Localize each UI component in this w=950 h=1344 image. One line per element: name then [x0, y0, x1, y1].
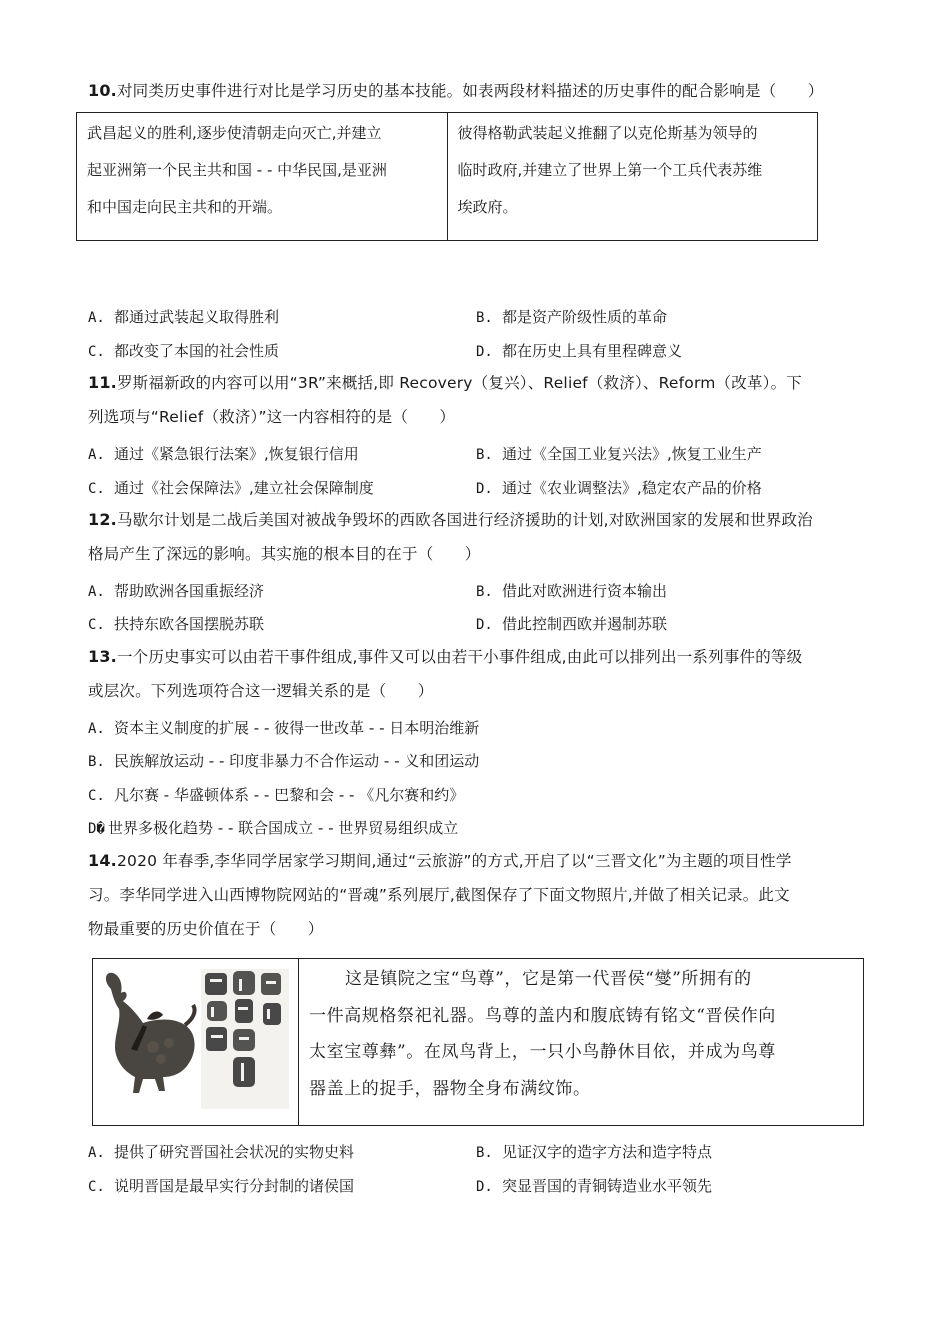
question-10-stem — [88, 74, 868, 108]
description-line: 这是镇院之宝“鸟尊”，它是第一代晋侯“燮”所拥有的 — [345, 969, 752, 989]
option-b[interactable] — [88, 750, 479, 771]
option-letter: D. — [476, 481, 493, 497]
question-text: 马歇尔计划是二战后美国对被战争毁坏的西欧各国进行经济援助的计划,对欧洲国家的发展和世界政治 — [116, 511, 813, 529]
option-d[interactable] — [476, 340, 682, 361]
option-text: 凡尔赛 - 华盛顿体系 - - 巴黎和会 - - 《凡尔赛和约》 — [114, 786, 465, 804]
question-11-stem — [88, 366, 868, 434]
material-line: 彼得格勒武装起义推翻了以克伦斯基为领导的 — [457, 124, 758, 142]
option-letter: D. — [476, 1179, 493, 1195]
material-line: 临时政府,并建立了世界上第一个工兵代表苏维 — [457, 161, 763, 179]
question-text: 格局产生了深远的影响。其实施的根本目的在于（ ） — [88, 545, 481, 563]
option-text: 都在历史上具有里程碑意义 — [502, 342, 683, 360]
option-text: 通过《农业调整法》,稳定农产品的价格 — [502, 479, 762, 497]
option-a[interactable] — [88, 717, 479, 738]
option-a[interactable] — [88, 580, 264, 601]
option-text: 见证汉字的造字方法和造字特点 — [502, 1143, 713, 1161]
option-c[interactable] — [88, 477, 374, 498]
question-text: 习。李华同学进入山西博物院网站的“晋魂”系列展厅,截图保存了下面文物照片,并做了相关记录。此文 — [88, 886, 790, 904]
option-letter: B. — [476, 584, 493, 600]
material-right — [447, 113, 818, 241]
question-text: 或层次。下列选项符合这一逻辑关系的是（ ） — [88, 682, 434, 700]
material-line: 埃政府。 — [457, 198, 518, 216]
option-a[interactable] — [88, 443, 359, 464]
option-c[interactable] — [88, 784, 464, 805]
option-c[interactable] — [88, 1175, 354, 1196]
artifact-image-cell — [93, 959, 299, 1125]
question-number: 10. — [88, 81, 117, 100]
question-text: 罗斯福新政的内容可以用“3R”来概括,即 Recovery（复兴）、Relief（救济）、Reform（改革）。下 — [116, 374, 802, 392]
option-letter: B. — [476, 1145, 493, 1161]
option-letter: D� — [88, 821, 105, 837]
option-letter: A. — [88, 310, 105, 326]
option-c[interactable] — [88, 340, 279, 361]
description-line: 器盖上的捉手，器物全身布满纹饰。 — [309, 1078, 591, 1099]
material-table — [76, 112, 818, 241]
question-text: 对同类历史事件进行对比是学习历史的基本技能。如表两段材料描述的历史事件的配合影响是（ ） — [116, 82, 824, 100]
bird-zun-artifact-image — [93, 959, 298, 1125]
option-letter: A. — [88, 584, 105, 600]
option-d[interactable] — [476, 613, 667, 634]
option-letter: B. — [476, 310, 493, 326]
option-text: 通过《社会保障法》,建立社会保障制度 — [114, 479, 374, 497]
option-text: 都改变了本国的社会性质 — [114, 342, 280, 360]
option-text: 通过《紧急银行法案》,恢复银行信用 — [114, 445, 359, 463]
question-text: 列选项与“Relief（救济）”这一内容相符的是（ ） — [88, 408, 456, 426]
option-letter: C. — [88, 481, 105, 497]
option-letter: C. — [88, 1179, 105, 1195]
question-number: 12. — [88, 510, 117, 529]
question-text: 2020 年春季,李华同学居家学习期间,通过“云旅游”的方式,开启了以“三晋文化”为主题的项目性学 — [116, 852, 792, 870]
option-text: 世界多极化趋势 - - 联合国成立 - - 世界贸易组织成立 — [108, 819, 459, 837]
option-text: 都通过武装起义取得胜利 — [114, 308, 280, 326]
option-letter: A. — [88, 447, 105, 463]
option-letter: C. — [88, 617, 105, 633]
option-text: 通过《全国工业复兴法》,恢复工业生产 — [502, 445, 762, 463]
material-line: 武昌起义的胜利,逐步使清朝走向灭亡,并建立 — [87, 124, 382, 142]
material-line: 起亚洲第一个民主共和国 - - 中华民国,是亚洲 — [87, 161, 387, 179]
option-a[interactable] — [88, 1141, 354, 1162]
option-letter: C. — [88, 344, 105, 360]
material-line: 和中国走向民主共和的开端。 — [87, 198, 283, 216]
option-b[interactable] — [476, 580, 667, 601]
option-text: 突显晋国的青铜铸造业水平领先 — [502, 1177, 713, 1195]
option-text: 扶持东欧各国摆脱苏联 — [114, 615, 265, 633]
option-text: 提供了研究晋国社会状况的实物史料 — [114, 1143, 355, 1161]
option-text: 资本主义制度的扩展 - - 彼得一世改革 - - 日本明治维新 — [114, 719, 480, 737]
question-number: 13. — [88, 647, 117, 666]
artifact-box — [92, 958, 864, 1126]
option-b[interactable] — [476, 306, 667, 327]
option-d[interactable] — [476, 477, 762, 498]
option-letter: C. — [88, 788, 105, 804]
question-text: 物最重要的历史价值在于（ ） — [88, 920, 324, 938]
option-b[interactable] — [476, 443, 762, 464]
option-text: 帮助欧洲各国重振经济 — [114, 582, 265, 600]
option-letter: A. — [88, 721, 105, 737]
question-number: 14. — [88, 851, 117, 870]
option-d[interactable] — [88, 817, 458, 838]
option-a[interactable] — [88, 306, 279, 327]
option-text: 民族解放运动 - - 印度非暴力不合作运动 - - 义和团运动 — [114, 752, 480, 770]
option-letter: D. — [476, 617, 493, 633]
option-b[interactable] — [476, 1141, 712, 1162]
option-letter: A. — [88, 1145, 105, 1161]
question-number: 11. — [88, 373, 117, 392]
question-14-stem — [88, 844, 868, 946]
option-letter: D. — [476, 344, 493, 360]
description-line: 一件高规格祭祀礼器。鸟尊的盖内和腹底铸有铭文“晋侯作向 — [309, 1005, 776, 1026]
option-text: 说明晋国是最早实行分封制的诸侯国 — [114, 1177, 355, 1195]
option-text: 借此对欧洲进行资本输出 — [502, 582, 668, 600]
question-text: 一个历史事实可以由若干事件组成,事件又可以由若干小事件组成,由此可以排列出一系列事件的等级 — [116, 648, 803, 666]
option-d[interactable] — [476, 1175, 712, 1196]
artifact-description — [309, 961, 854, 1107]
question-13-stem — [88, 640, 868, 708]
material-left — [77, 113, 448, 241]
option-text: 都是资产阶级性质的革命 — [502, 308, 668, 326]
option-c[interactable] — [88, 613, 264, 634]
question-12-stem — [88, 503, 868, 571]
option-letter: B. — [88, 754, 105, 770]
description-line: 太室宝尊彝”。在凤鸟背上，一只小鸟静休目依，并成为鸟尊 — [309, 1042, 776, 1062]
option-text: 借此控制西欧并遏制苏联 — [502, 615, 668, 633]
option-letter: B. — [476, 447, 493, 463]
